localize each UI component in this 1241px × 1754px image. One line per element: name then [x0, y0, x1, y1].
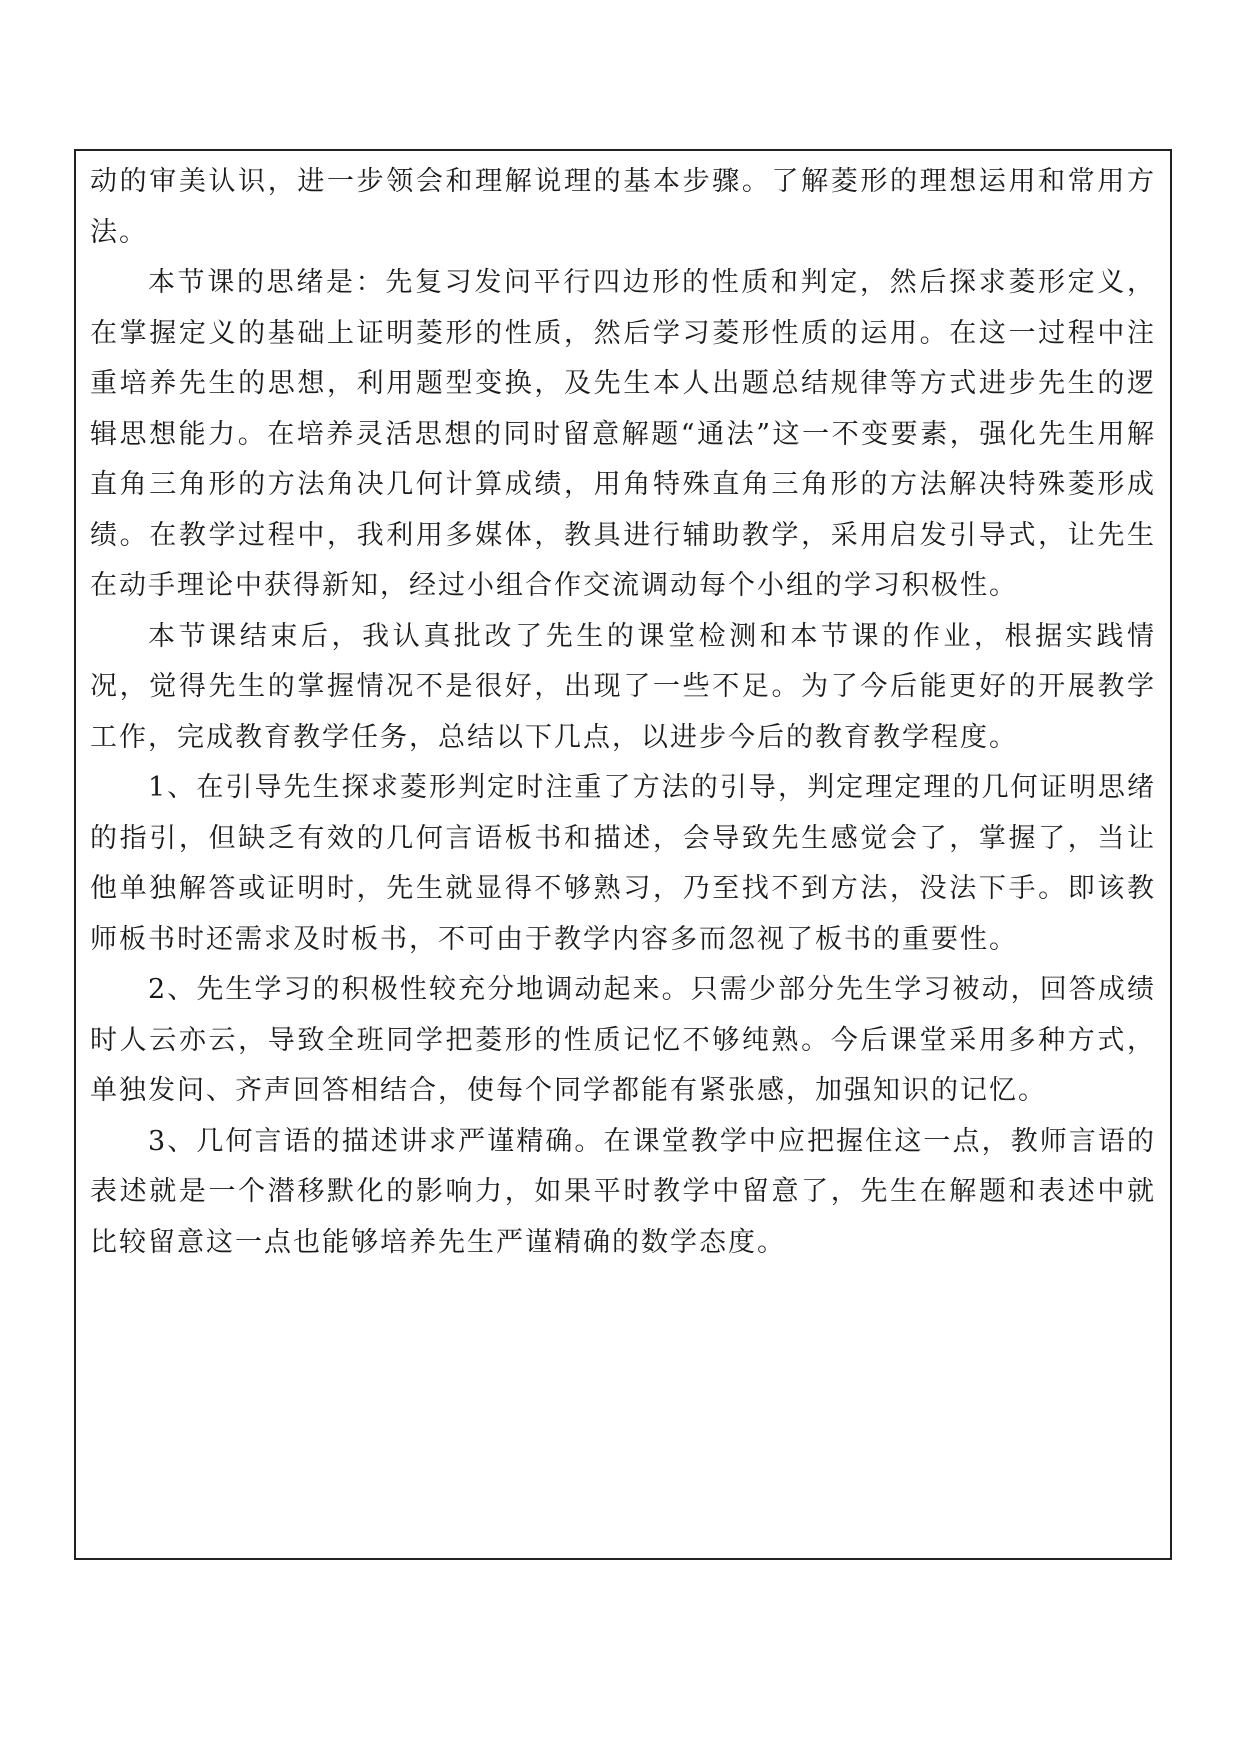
paragraph-after-lesson: 本节课结束后，我认真批改了先生的课堂检测和本节课的作业，根据实践情况，觉得先生的掌握情况不是很好，出现了一些不足。为了今后能更好的开展教学工作，完成教育教学任务，总结以下几点，以进步今后的教育教学程度。 — [90, 620, 1156, 753]
paragraph-continuation: 动的审美认识，进一步领会和理解说理的基本步骤。了解菱形的理想运用和常用方法。 — [90, 166, 1156, 248]
document-frame — [74, 149, 1172, 1560]
paragraph-point-1: 1、在引导先生探求菱形判定时注重了方法的引导，判定理定理的几何证明思绪的指引，但缺乏有效的几何言语板书和描述，会导致先生感觉会了，掌握了，当让他单独解答或证明时，先生就显得不够熟习，乃至找不到方法，没法下手。即该教师板书时还需求及时板书，不可由于教学内容多而忽视了板书的重要性。 — [90, 772, 1156, 955]
document-body — [90, 157, 1156, 1268]
paragraph-point-2: 2、先生学习的积极性较充分地调动起来。只需少部分先生学习被动，回答成绩时人云亦云，导致全班同学把菱形的性质记忆不够纯熟。今后课堂采用多种方式，单独发问、齐声回答相结合，使每个同学都能有紧张感，加强知识的记忆。 — [90, 974, 1156, 1106]
paragraph-point-3: 3、几何言语的描述讲求严谨精确。在课堂教学中应把握住这一点，教师言语的表述就是一个潜移默化的影响力，如果平时教学中留意了，先生在解题和表述中就比较留意这一点也能够培养先生严谨精确的数学态度。 — [90, 1125, 1156, 1258]
paragraph-lesson-approach: 本节课的思绪是：先复习发问平行四边形的性质和判定，然后探求菱形定义，在掌握定义的基础上证明菱形的性质，然后学习菱形性质的运用。在这一过程中注重培养先生的思想，利用题型变换，及先生本人出题总结规律等方式进步先生的逻辑思想能力。在培养灵活思想的同时留意解题“通法”这一不变要素，强化先生用解直角三角形的方法角决几何计算成绩，用角特殊直角三角形的方法解决特殊菱形成绩。在教学过程中，我利用多媒体，教具进行辅助教学，采用启发引导式，让先生在动手理论中获得新知，经过小组合作交流调动每个小组的学习积极性。 — [90, 267, 1156, 601]
